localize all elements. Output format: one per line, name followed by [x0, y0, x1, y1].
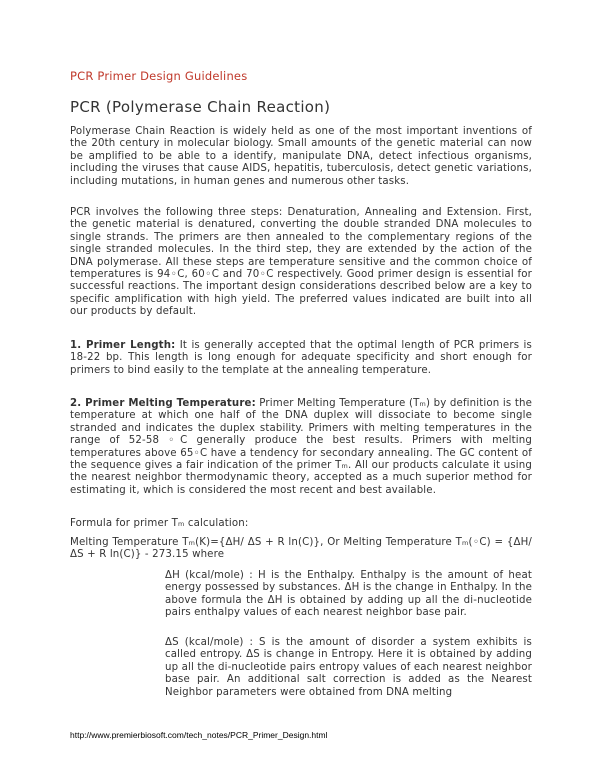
footer-url[interactable]: http://www.premierbiosoft.com/tech_notes/PCR_Primer_Design.html [70, 730, 328, 740]
primer-length-heading: 1. Primer Length: [70, 340, 176, 351]
formula-text: Melting Temperature Tₘ(K)={ΔH/ ΔS + R ln(C)}, Or Melting Temperature Tₘ(◦C) = {ΔH/ ΔS + R ln(C)} - 273.15 where [70, 537, 532, 561]
document-title: PCR Primer Design Guidelines [70, 69, 248, 83]
primer-length-text: It is generally accepted that the optimal length of PCR primers is 18-22 bp. This length is long enough for adequate specificity and short enough for primers to bind easily to the template at the annealing temperature. [70, 340, 532, 376]
formula-intro: Formula for primer Tₘ calculation: [70, 518, 249, 529]
enthalpy-definition: ΔH (kcal/mole) : H is the Enthalpy. Enthalpy is the amount of heat energy possessed by substances. ΔH is the change in Enthalpy. In the above formula the ΔH is obtained by adding up all the di-nucleotide pairs enthalpy values of each nearest neighbor base pair. [165, 570, 532, 619]
intro-paragraph: Polymerase Chain Reaction is widely held as one of the most important inventions of the 20th century in molecular biology. Small amounts of the genetic material can now be amplified to be able to a identify, manipulate DNA, detect infectious organisms, including the viruses that cause AIDS, hepatitis, tuberculosis, detect genetic variations, including mutations, in human genes and numerous other tasks. [70, 126, 532, 187]
primer-length-paragraph [70, 340, 532, 377]
melting-temp-paragraph [70, 398, 532, 497]
pcr-steps-paragraph: PCR involves the following three steps: Denaturation, Annealing and Extension. First, the genetic material is denatured, converting the double stranded DNA molecules to single strands. The primers are then annealed to the complementary regions of the single stranded molecules. In the third step, they are extended by the action of the DNA polymerase. All these steps are temperature sensitive and the common choice of temperatures is 94◦C, 60◦C and 70◦C respectively. Good primer design is essential for successful reactions. The important design considerations described below are a key to specific amplification with high yield. The preferred values indicated are built into all our products by default. [70, 207, 532, 318]
melting-temp-heading: 2. Primer Melting Temperature: [70, 398, 256, 409]
melting-temp-text: Primer Melting Temperature (Tₘ) by definition is the temperature at which one half of the DNA duplex will dissociate to become single stranded and indicates the duplex stability. Primers with melting temperatures in the range of 52-58 ◦C generally produce the best results. Primers with melting temperatures above 65◦C have a tendency for secondary annealing. The GC content of the sequence gives a fair indication of the primer Tₘ. All our products calculate it using the nearest neighbor thermodynamic theory, accepted as a much superior method for estimating it, which is considered the most recent and best available. [70, 398, 532, 496]
section-heading: PCR (Polymerase Chain Reaction) [70, 98, 331, 116]
entropy-definition: ΔS (kcal/mole) : S is the amount of disorder a system exhibits is called entropy. ΔS is change in Entropy. Here it is obtained by adding up all the di-nucleotide pairs entropy values of each nearest neighbor base pair. An additional salt correction is added as the Nearest Neighbor parameters were obtained from DNA melting [165, 637, 532, 698]
